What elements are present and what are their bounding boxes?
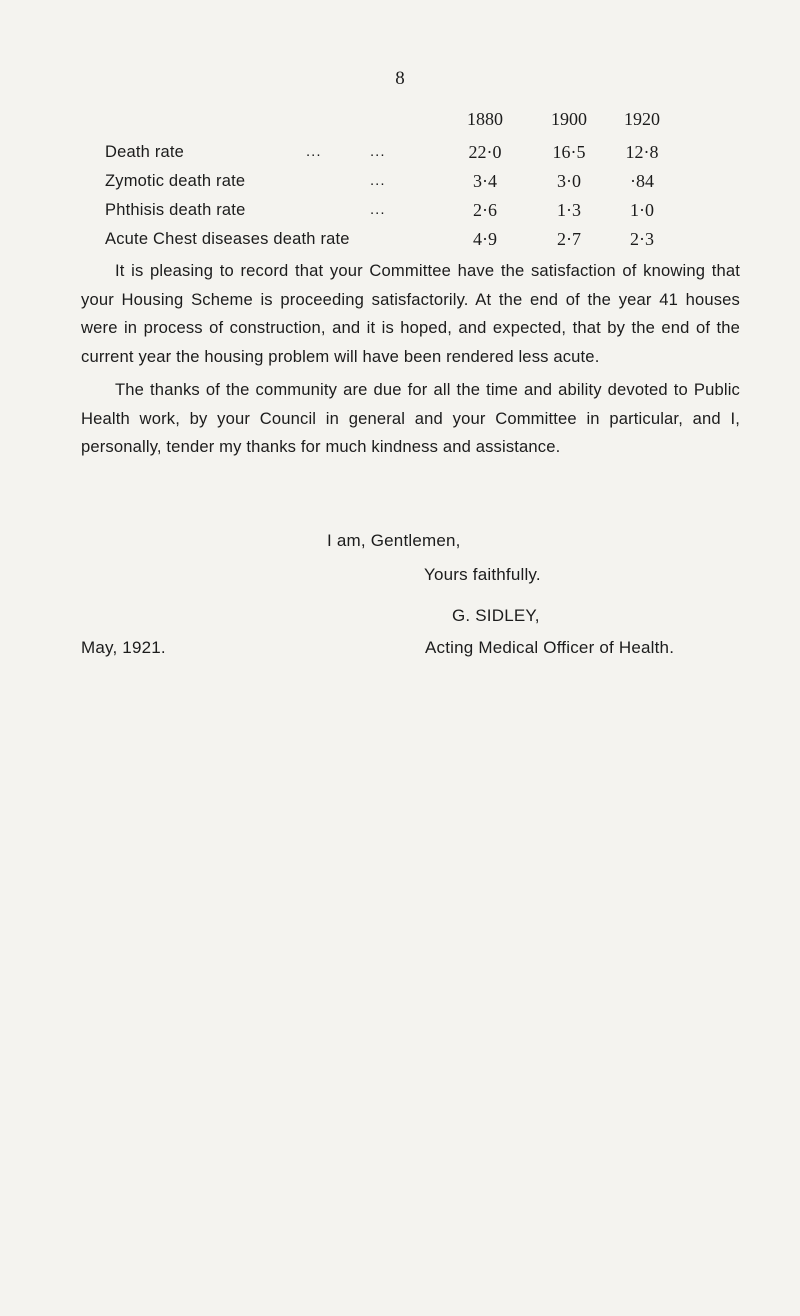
dot-leader: ...	[370, 143, 386, 160]
table-cell: 2·6	[473, 200, 497, 220]
column-header-1920: 1920	[624, 109, 660, 129]
dot-leader: ...	[306, 143, 322, 160]
death-rate-table	[0, 108, 800, 268]
signatory-title: Acting Medical Officer of Health.	[425, 638, 675, 657]
row-label-acute-chest-diseases-death-rate: Acute Chest diseases death rate	[105, 230, 350, 248]
salutation: I am, Gentlemen,	[327, 531, 461, 550]
row-label-zymotic-death-rate: Zymotic death rate	[105, 172, 246, 190]
table-cell: 4·9	[473, 229, 497, 249]
row-label-death-rate: Death rate	[105, 143, 185, 161]
dot-leader: ...	[370, 201, 386, 218]
column-header-1880: 1880	[467, 109, 503, 129]
letter-date: May, 1921.	[81, 638, 166, 657]
valediction: Yours faithfully.	[424, 565, 541, 584]
table-cell: ·84	[630, 171, 654, 191]
table-cell: 1·0	[630, 200, 654, 220]
table-cell: 1·3	[557, 200, 581, 220]
column-header-1900: 1900	[551, 109, 587, 129]
thanks-paragraph: The thanks of the community are due for all the time and ability devoted to Public Health work, by your Council in general and your Committee in particular, and I, personally, tender my thanks for much kindness and assistance.	[81, 380, 740, 456]
table-cell: 3·0	[557, 171, 581, 191]
housing-scheme-paragraph: It is pleasing to record that your Committee have the satisfaction of knowing that your Housing Scheme is proceeding satisfactorily. At the end of the year 41 houses were in process of construction, and it is hoped, and expected, that by the end of the current year the housing problem will have been rendered less acute.	[81, 261, 740, 366]
table-cell: 16·5	[552, 142, 586, 162]
dot-leader: ...	[370, 172, 386, 189]
row-label-phthisis-death-rate: Phthisis death rate	[105, 201, 246, 219]
table-cell: 2·7	[557, 229, 581, 249]
table-cell: 12·8	[625, 142, 659, 162]
table-cell: 3·4	[473, 171, 497, 191]
table-cell: 2·3	[630, 229, 654, 249]
page-number: 8	[395, 68, 405, 89]
signatory-name: G. SIDLEY,	[452, 606, 540, 625]
table-cell: 22·0	[468, 142, 502, 162]
